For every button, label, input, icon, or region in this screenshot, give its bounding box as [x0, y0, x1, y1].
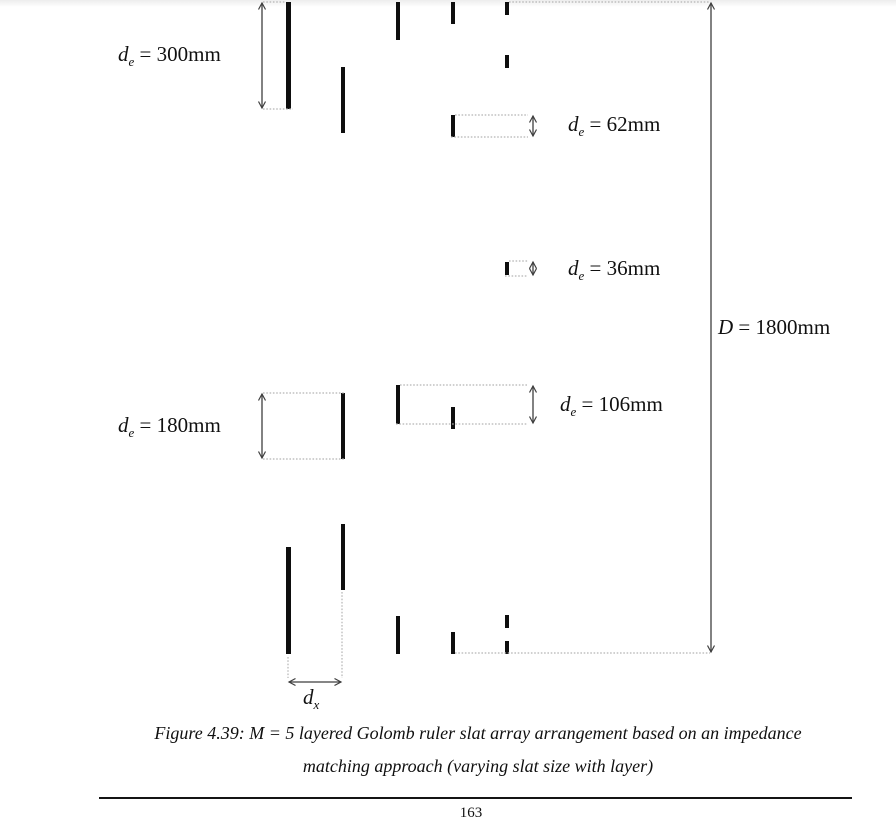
page-number: 163	[459, 805, 483, 821]
figure-caption-line-1: Figure 4.39: M = 5 layered Golomb ruler slat array arrangement based on an impedance	[154, 723, 802, 743]
label-de-180: $d_e = 180mm$	[118, 413, 221, 441]
label-dx: $d_x$	[303, 685, 320, 713]
footer-rule	[99, 797, 852, 799]
label-de-36: $d_e = 36mm$	[568, 256, 661, 284]
label-de-106: $d_e = 106mm$	[560, 392, 663, 420]
label-D: D = 1800mm	[718, 315, 831, 339]
figure-caption-line-2: matching approach (varying slat size with layer)	[302, 756, 654, 776]
label-de-300: $d_e = 300mm$	[118, 42, 221, 70]
label-de-62: $d_e = 62mm$	[568, 112, 661, 140]
